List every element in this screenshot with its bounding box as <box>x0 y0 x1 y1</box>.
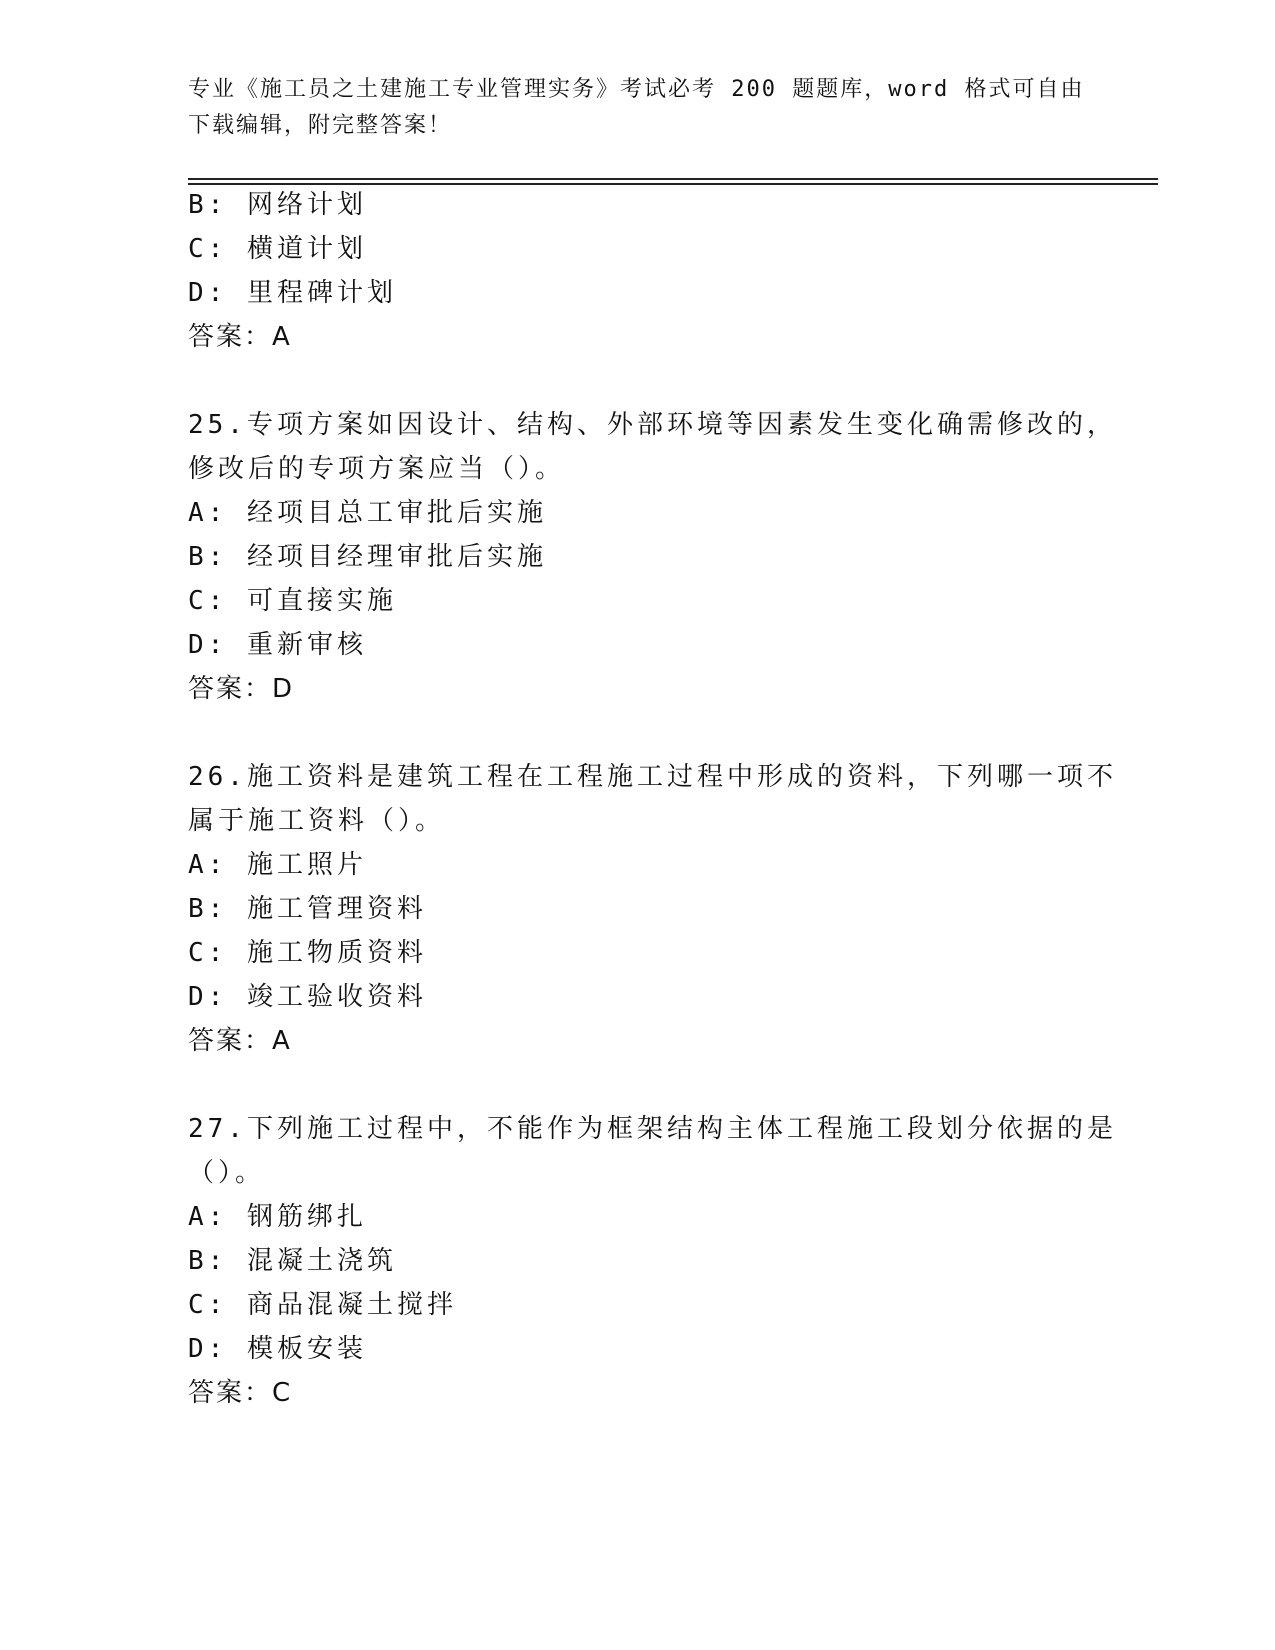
option-a: A: 钢筋绑扎 <box>188 1202 367 1232</box>
question-stem: （）。 <box>188 1158 266 1188</box>
option-d: D: 竣工验收资料 <box>188 982 427 1012</box>
answer-line: 答案：D <box>188 674 295 704</box>
header-rule-bottom <box>188 183 1158 185</box>
document-header <box>188 72 1088 144</box>
answer-line: 答案：A <box>188 322 292 352</box>
option-b: B: 混凝土浇筑 <box>188 1246 397 1276</box>
option-c: C: 施工物质资料 <box>188 938 427 968</box>
option-d: D: 模板安装 <box>188 1334 367 1364</box>
header-rule-top <box>188 178 1158 180</box>
question-stem: 27.下列施工过程中，不能作为框架结构主体工程施工段划分依据的是 <box>188 1114 1117 1144</box>
question-stem: 属于施工资料（）。 <box>188 806 446 836</box>
option-c: C: 商品混凝土搅拌 <box>188 1290 457 1320</box>
option-c: C: 横道计划 <box>188 234 367 264</box>
option-c: C: 可直接实施 <box>188 586 397 616</box>
option-b: B: 经项目经理审批后实施 <box>188 542 547 572</box>
option-d: D: 重新审核 <box>188 630 367 660</box>
option-d: D: 里程碑计划 <box>188 278 397 308</box>
option-a: A: 经项目总工审批后实施 <box>188 498 547 528</box>
question-stem: 修改后的专项方案应当（）。 <box>188 454 566 484</box>
option-b: B: 施工管理资料 <box>188 894 427 924</box>
option-a: A: 施工照片 <box>188 850 367 880</box>
header-line-2: 下载编辑，附完整答案！ <box>188 113 453 138</box>
header-line-1: 专业《施工员之土建施工专业管理实务》考试必考 200 题题库，word 格式可自由 <box>188 77 1085 102</box>
question-stem: 25.专项方案如因设计、结构、外部环境等因素发生变化确需修改的， <box>188 410 1117 440</box>
question-stem: 26.施工资料是建筑工程在工程施工过程中形成的资料，下列哪一项不 <box>188 762 1117 792</box>
option-b: B: 网络计划 <box>188 190 367 220</box>
answer-line: 答案：C <box>188 1378 293 1408</box>
answer-line: 答案：A <box>188 1026 292 1056</box>
